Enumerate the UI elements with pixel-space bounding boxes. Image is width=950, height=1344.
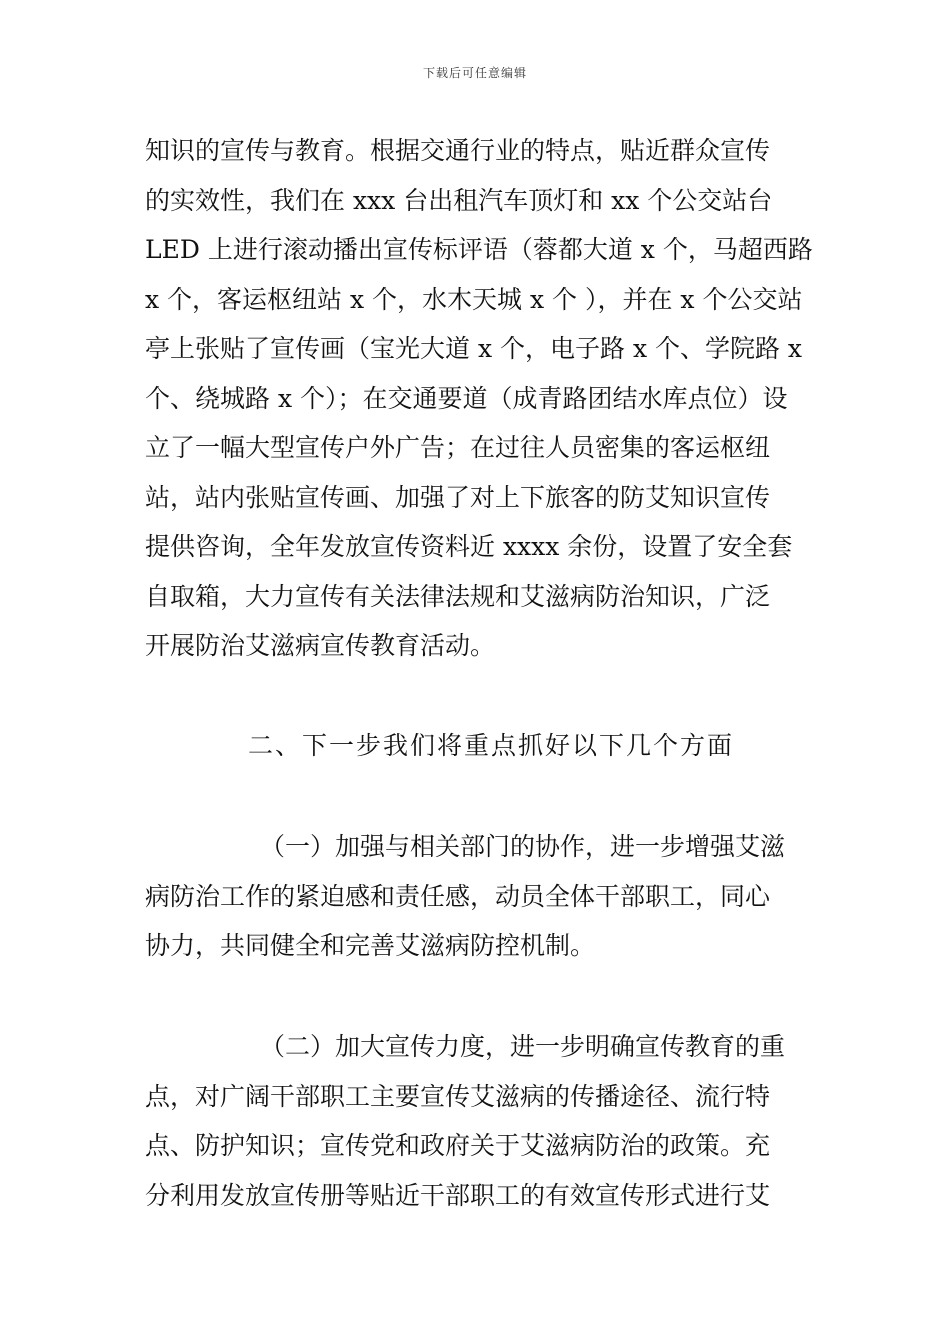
text-line: 亭上张贴了宣传画（宝光大道 x 个，电子路 x 个、学院路 x [145,334,803,363]
text-line: 立了一幅大型宣传户外广告；在过往人员密集的客运枢纽 [145,433,771,462]
paragraph-1 [145,126,813,671]
paragraph-2 [145,822,785,971]
text-line: 自取箱，大力宣传有关法律法规和艾滋病防治知识，广泛 [145,581,771,611]
text-line: 知识的宣传与教育。根据交通行业的特点，贴近群众宣传 [145,136,771,165]
text-line: 点，对广阔干部职工主要宣传艾滋病的传播途径、流行特 [145,1081,771,1111]
text-line: 个、绕城路 x 个）；在交通要道（成青路团结水库点位）设 [145,383,788,413]
page-header-note: 下载后可任意编辑 [422,66,527,80]
text-line: 协力，共同健全和完善艾滋病防控机制。 [145,931,596,960]
text-line: 站，站内张贴宣传画、加强了对上下旅客的防艾知识宣传 [145,482,771,512]
text-line: （一）加强与相关部门的协作，进一步增强艾滋 [260,832,786,861]
text-line: 开展防治艾滋病宣传教育活动。 [145,631,496,660]
text-line: （二）加大宣传力度，进一步明确宣传教育的重 [260,1032,786,1061]
text-line: LED 上进行滚动播出宣传标评语（蓉都大道 x 个，马超西路 [145,235,813,264]
text-line: 病防治工作的紧迫感和责任感，动员全体干部职工，同心 [145,881,771,911]
text-line: 提供咨询，全年发放宣传资料近 xxxx 余份，设置了安全套 [145,532,793,561]
paragraph-3 [145,1022,785,1220]
text-line: x 个，客运枢纽站 x 个，水木天城 x 个 ），并在 x 个公交站 [145,284,803,314]
text-line: 的实效性，我们在 xxx 台出租汽车顶灯和 xx 个公交站台 [145,185,773,215]
section-heading: 二、下一步我们将重点抓好以下几个方面 [248,731,735,760]
text-line: 点、防护知识；宣传党和政府关于艾滋病防治的政策。充 [145,1131,771,1160]
text-line: 分利用发放宣传册等贴近干部职工的有效宣传形式进行艾 [145,1180,771,1210]
